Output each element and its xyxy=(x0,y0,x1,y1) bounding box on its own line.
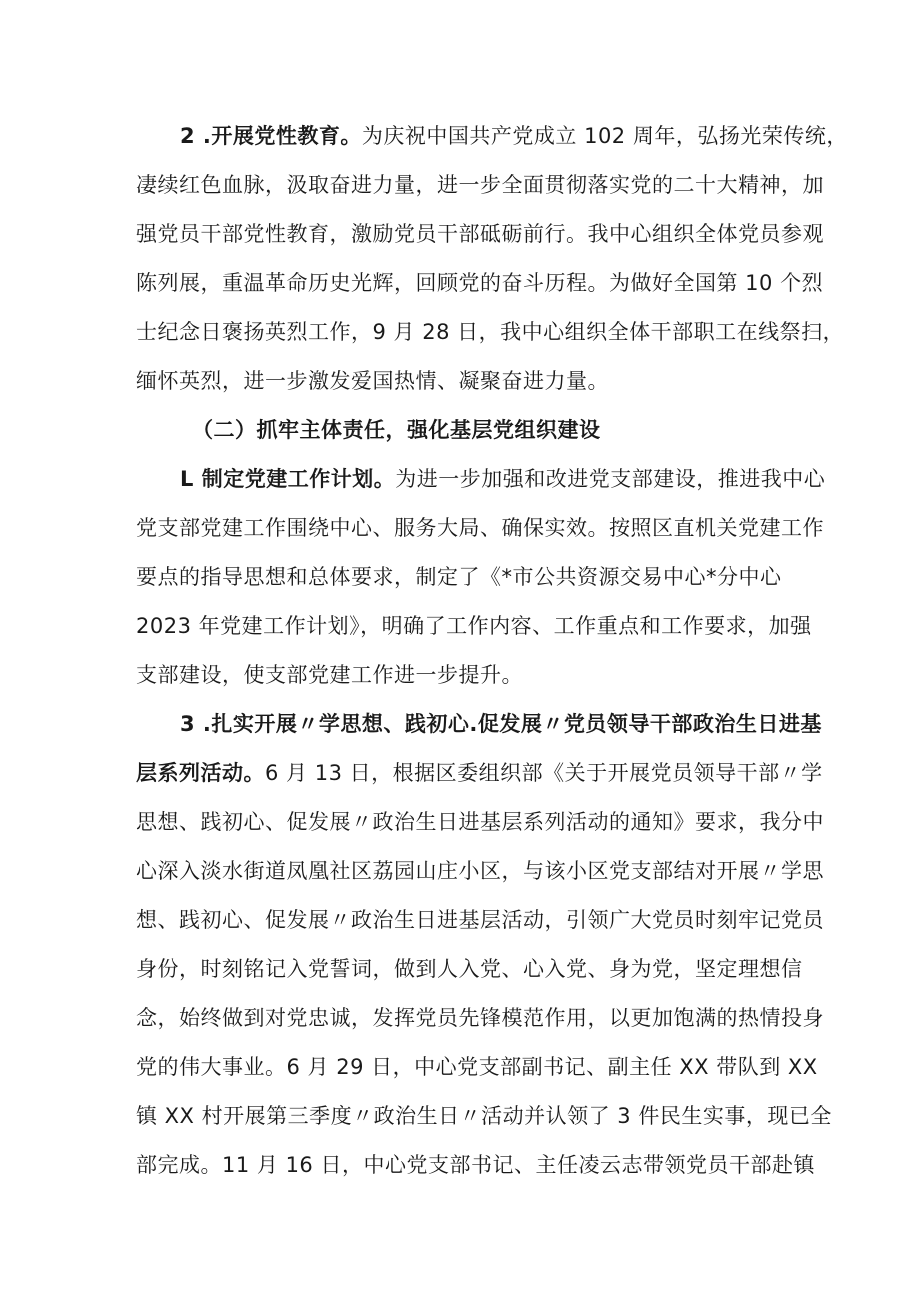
paragraph-line: 凄续红色血脉，汲取奋进力量，进一步全面贯彻落实党的二十大精神，加 xyxy=(136,173,824,197)
paragraph-line: 强党员干部党性教育，激励党员干部砥砺前行。我中心组织全体党员参观 xyxy=(136,222,824,246)
paragraph-line: 要点的指导思想和总体要求，制定了《*市公共资源交易中心*分中心 xyxy=(136,565,782,589)
paragraph-line: 党的伟大事业。6 月 29 日，中心党支部副书记、副主任 XX 带队到 XX xyxy=(136,1055,818,1079)
paragraph-line xyxy=(136,704,822,753)
paragraph-line: 党支部党建工作围绕中心、服务大局、确保实效。按照区直机关党建工作 xyxy=(136,516,824,540)
paragraph-line: 士纪念日褒扬英烈工作，9 月 28 日，我中心组织全体干部职工在线祭扫， xyxy=(136,320,845,344)
paragraph-line: 思想、践初心、促发展〃政治生日进基层系列活动的通知》要求，我分中 xyxy=(136,810,824,834)
paragraph-line: 陈列展，重温革命历史光辉，回顾党的奋斗历程。为做好全国第 10 个烈 xyxy=(136,271,824,295)
paragraph-text: 为进一步加强和改进党支部建设，推进我中心 xyxy=(395,467,826,491)
paragraph-lead: 2 .开展党性教育。 xyxy=(180,124,362,148)
paragraph-line: 想、践初心、促发展〃政治生日进基层活动，引领广大党员时刻牢记党员 xyxy=(136,908,824,932)
paragraph-line: 2023 年党建工作计划》，明确了工作内容、工作重点和工作要求，加强 xyxy=(136,614,812,638)
paragraph-line: 念，始终做到对党忠诚，发挥党员先锋模范作用，以更加饱满的热情投身 xyxy=(136,1006,824,1030)
paragraph-lead: L 制定党建工作计划。 xyxy=(180,467,396,491)
paragraph-lead: 层系列活动。 xyxy=(136,761,265,785)
paragraph-lead: 3 .扎实开展〃学思想、践初心.促发展〃党员领导干部政治生日进基 xyxy=(180,712,822,736)
document-page xyxy=(136,116,848,1194)
paragraph-line: 缅怀英烈，进一步激发爱国热情、凝聚奋进力量。 xyxy=(136,369,609,393)
paragraph-line: 身份，时刻铭记入党誓词，做到人入党、心入党、身为党，坚定理想信 xyxy=(136,957,803,981)
paragraph-line xyxy=(136,116,848,165)
paragraph-text: 6 月 13 日，根据区委组织部《关于开展党员领导干部〃学 xyxy=(265,761,823,785)
paragraph-line: 支部建设，使支部党建工作进一步提升。 xyxy=(136,663,523,687)
section-heading: （二）抓牢主体责任，强化基层党组织建设 xyxy=(192,418,601,442)
paragraph-line: 镇 XX 村开展第三季度〃政治生日〃活动并认领了 3 件民生实事，现已全 xyxy=(136,1104,832,1128)
paragraph-line: 部完成。11 月 16 日，中心党支部书记、主任凌云志带领党员干部赴镇 xyxy=(136,1153,815,1177)
paragraph-line xyxy=(136,459,826,508)
paragraph-line xyxy=(136,753,823,802)
paragraph-line: 心深入淡水街道凤凰社区荔园山庄小区，与该小区党支部结对开展〃学思 xyxy=(136,859,824,883)
paragraph-text: 为庆祝中国共产党成立 102 周年，弘扬光荣传统， xyxy=(361,124,848,148)
